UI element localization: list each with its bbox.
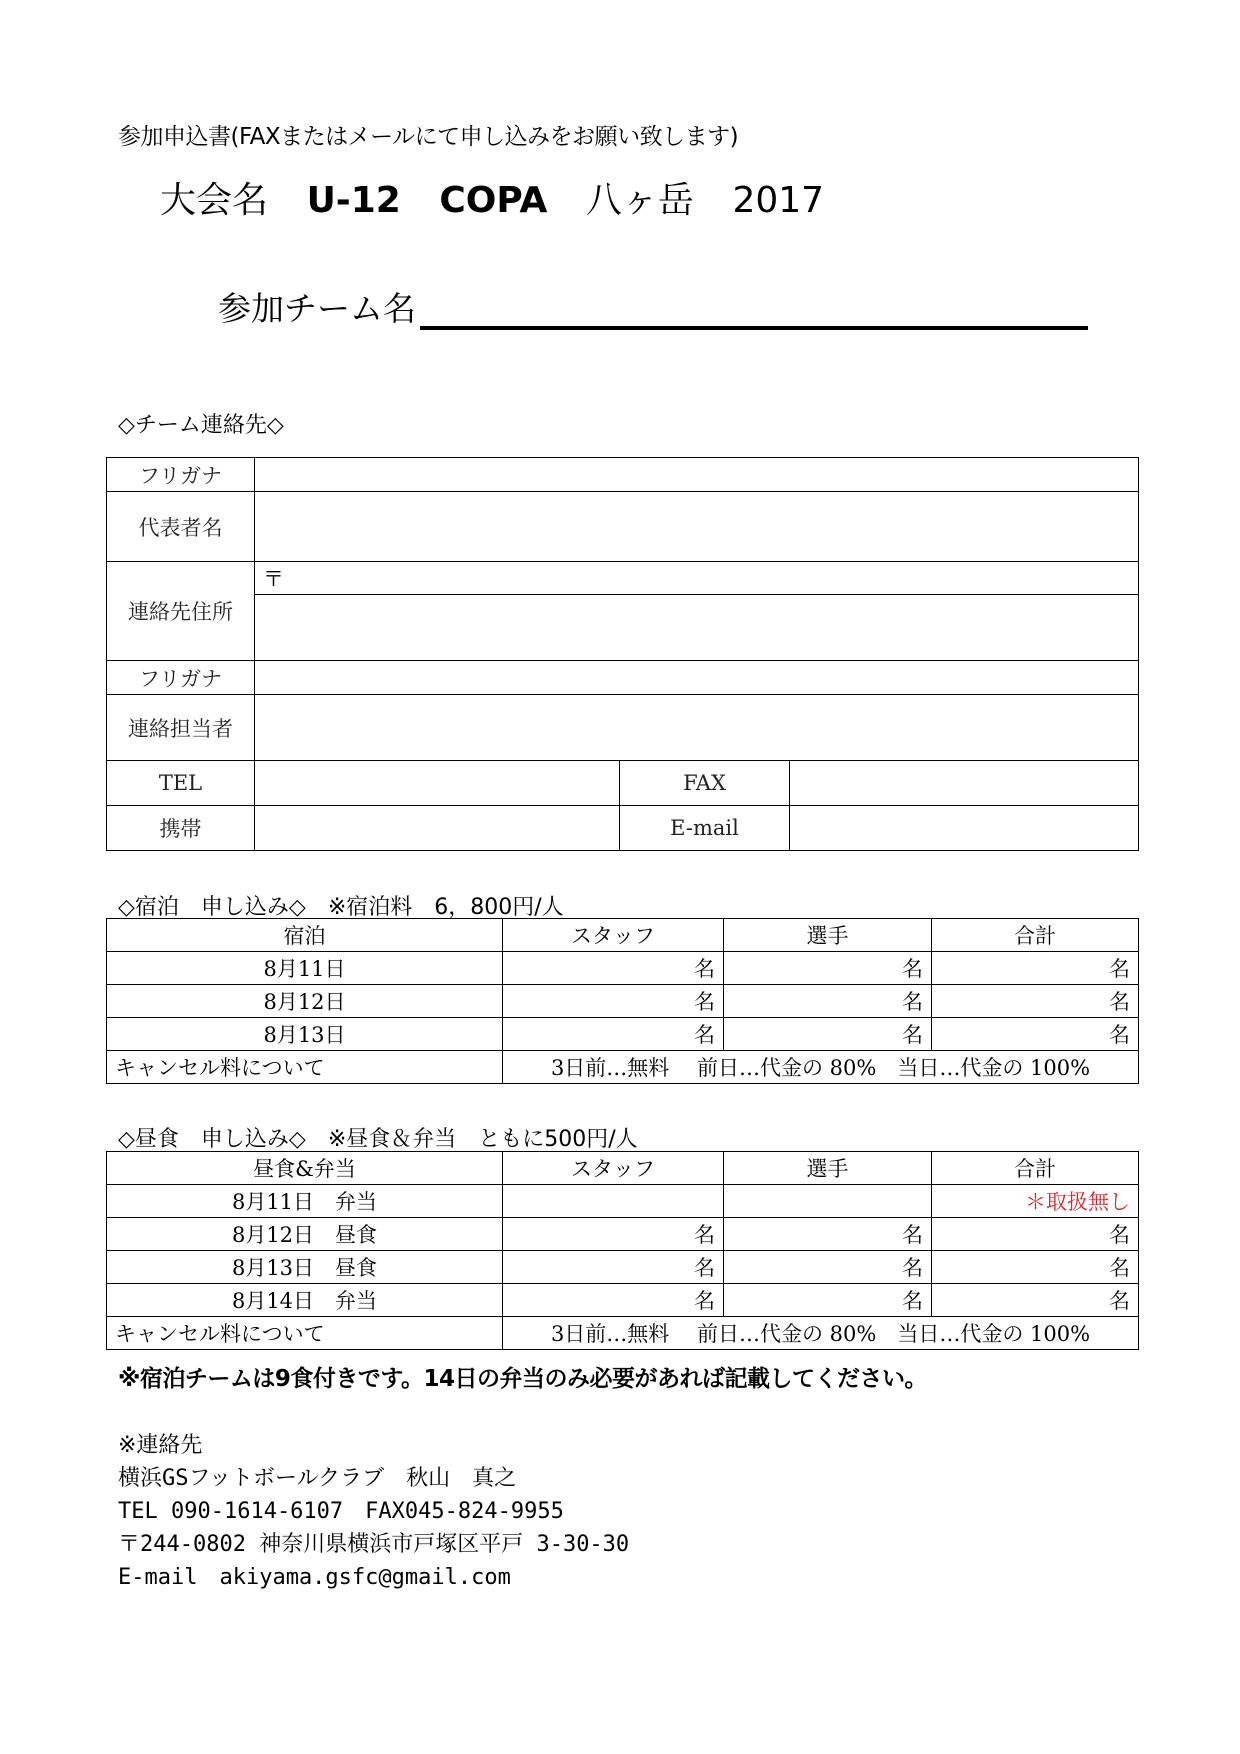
players-count-field[interactable]: 名 (724, 1218, 932, 1251)
mobile-label: 携帯 (107, 806, 255, 851)
address-field[interactable] (255, 595, 1139, 661)
staff-count-field[interactable]: 名 (503, 1018, 724, 1051)
staff-count-field[interactable]: 名 (503, 985, 724, 1018)
column-header: スタッフ (503, 1152, 724, 1185)
event-label: 大会名 (160, 180, 269, 221)
fax-label: FAX (620, 761, 790, 806)
date-cell: 8月11日 (107, 952, 503, 985)
event-name-part: 2017 (732, 180, 825, 221)
players-count-field[interactable]: 名 (724, 1018, 932, 1051)
total-count-field[interactable]: 名 (932, 952, 1139, 985)
event-name-part: COPA (439, 180, 548, 221)
fax-field[interactable] (790, 761, 1139, 806)
players-count-field (724, 1185, 932, 1218)
players-count-field[interactable]: 名 (724, 952, 932, 985)
total-count-field[interactable]: 名 (932, 985, 1139, 1018)
postal-code-field[interactable] (255, 562, 1139, 595)
event-title (160, 172, 850, 223)
players-count-field[interactable]: 名 (724, 1284, 932, 1317)
team-name-row (218, 286, 1088, 330)
address-label: 連絡先住所 (107, 562, 255, 661)
tel-field[interactable] (255, 761, 620, 806)
event-name-part: U-12 (306, 180, 401, 221)
contact-table (106, 457, 1139, 851)
column-header: 選手 (724, 919, 932, 952)
date-cell: 8月12日 (107, 985, 503, 1018)
footer-address: 〒244-0802 神奈川県横浜市戸塚区平戸 3-30-30 (118, 1532, 630, 1557)
lodging-table (106, 918, 1139, 1084)
representative-label: 代表者名 (107, 492, 255, 562)
contact-person-label: 連絡担当者 (107, 695, 255, 761)
cancel-fee-policy: 3日前…無料 前日…代金の 80% 当日…代金の 100% (503, 1051, 1139, 1084)
mobile-field[interactable] (255, 806, 620, 851)
furigana-field[interactable] (255, 661, 1139, 695)
lunch-table (106, 1151, 1139, 1350)
staff-count-field[interactable]: 名 (503, 952, 724, 985)
table-row (107, 1284, 1139, 1317)
column-header: 合計 (932, 919, 1139, 952)
footer-email[interactable]: E-mail akiyama.gsfc@gmail.com (118, 1565, 511, 1590)
table-row (107, 1251, 1139, 1284)
cancel-fee-label: キャンセル料について (107, 1317, 503, 1350)
date-cell: 8月11日 弁当 (107, 1185, 503, 1218)
column-header: 宿泊 (107, 919, 503, 952)
cancel-fee-policy: 3日前…無料 前日…代金の 80% 当日…代金の 100% (503, 1317, 1139, 1350)
table-row (107, 1185, 1139, 1218)
staff-count-field[interactable]: 名 (503, 1251, 724, 1284)
table-row (107, 952, 1139, 985)
cancel-fee-label: キャンセル料について (107, 1051, 503, 1084)
contact-section-title: ◇チーム連絡先◇ (118, 413, 284, 438)
meal-note: ※宿泊チームは9食付きです。14日の弁当のみ必要があれば記載してください。 (118, 1366, 928, 1392)
not-available-note: ＊取扱無し (932, 1185, 1139, 1218)
column-header: 選手 (724, 1152, 932, 1185)
column-header: 昼食&弁当 (107, 1152, 503, 1185)
footer-title: ※連絡先 (118, 1433, 203, 1458)
column-header: スタッフ (503, 919, 724, 952)
form-intro: 参加申込書(FAXまたはメールにて申し込みをお願い致します) (118, 124, 739, 150)
staff-count-field[interactable]: 名 (503, 1218, 724, 1251)
total-count-field[interactable]: 名 (932, 1218, 1139, 1251)
date-cell: 8月14日 弁当 (107, 1284, 503, 1317)
email-label: E-mail (620, 806, 790, 851)
column-header: 合計 (932, 1152, 1139, 1185)
team-name-label: 参加チーム名 (218, 289, 416, 328)
total-count-field[interactable]: 名 (932, 1018, 1139, 1051)
staff-count-field[interactable]: 名 (503, 1284, 724, 1317)
footer-organization: 横浜GSフットボールクラブ 秋山 真之 (118, 1466, 517, 1491)
email-field[interactable] (790, 806, 1139, 851)
table-row (107, 985, 1139, 1018)
furigana-field[interactable] (255, 458, 1139, 492)
total-count-field[interactable]: 名 (932, 1251, 1139, 1284)
players-count-field[interactable]: 名 (724, 985, 932, 1018)
date-cell: 8月12日 昼食 (107, 1218, 503, 1251)
players-count-field[interactable]: 名 (724, 1251, 932, 1284)
table-row (107, 1018, 1139, 1051)
total-count-field[interactable]: 名 (932, 1284, 1139, 1317)
staff-count-field (503, 1185, 724, 1218)
lunch-section-title: ◇昼食 申し込み◇ ※昼食＆弁当 ともに500円/人 (118, 1127, 638, 1152)
lodging-section-title: ◇宿泊 申し込み◇ ※宿泊料 6，800円/人 (118, 895, 564, 920)
event-name-part: 八ヶ岳 (585, 180, 694, 221)
furigana-label: フリガナ (107, 661, 255, 695)
contact-person-field[interactable] (255, 695, 1139, 761)
postal-mark-icon: 〒 (263, 567, 284, 591)
table-row (107, 1218, 1139, 1251)
representative-field[interactable] (255, 492, 1139, 562)
furigana-label: フリガナ (107, 458, 255, 492)
date-cell: 8月13日 (107, 1018, 503, 1051)
date-cell: 8月13日 昼食 (107, 1251, 503, 1284)
footer-phone-fax: TEL 090-1614-6107 FAX045-824-9955 (118, 1499, 564, 1524)
tel-label: TEL (107, 761, 255, 806)
team-name-field[interactable] (420, 290, 1088, 330)
